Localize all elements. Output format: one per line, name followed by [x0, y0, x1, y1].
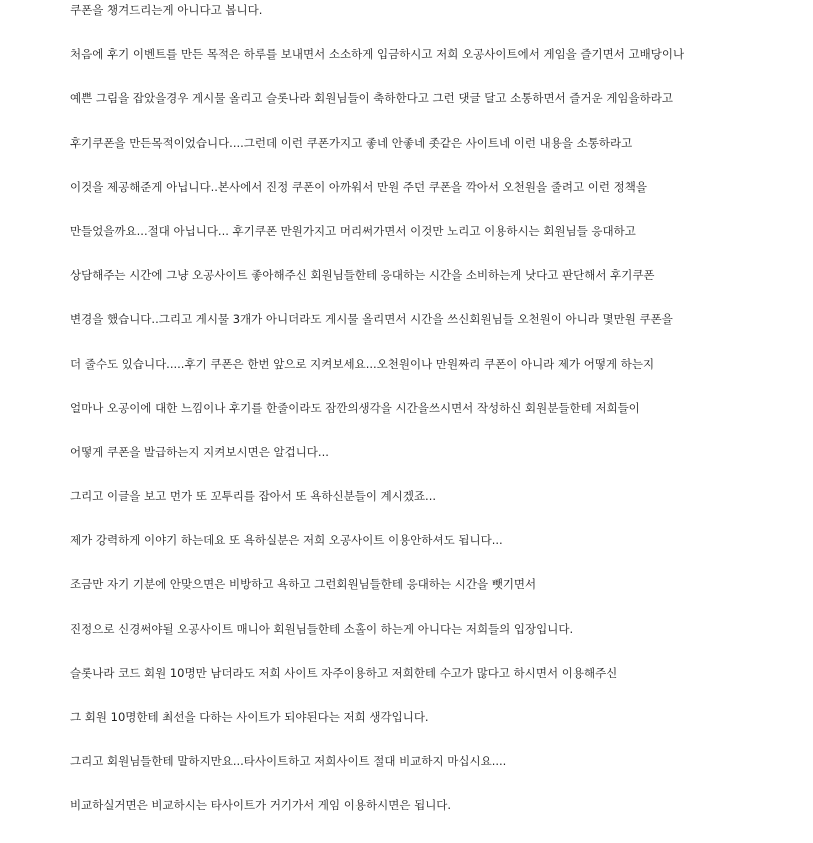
post-line-6: 만들었을까요...절대 아닙니다... 후기쿠폰 만원가지고 머리써가면서 이것만 노리고 이용하시는 회원님들 응대하고 [70, 223, 636, 238]
post-line-18: 그리고 회원님들한테 말하지만요...타사이트하고 저희사이트 절대 비교하지 마십시요.... [70, 754, 507, 769]
post-line-13: 제가 강력하게 이야기 하는데요 또 욕하실분은 저희 오공사이트 이용안하셔도 됩니다... [70, 533, 503, 548]
post-line-3: 예쁜 그림을 잡았을경우 게시물 올리고 슬롯나라 회원님들이 축하한다고 그런 댓글 달고 소통하면서 즐거운 게임을하라고 [70, 91, 673, 106]
post-line-12: 그리고 이글을 보고 먼가 또 꼬투리를 잡아서 또 욕하신분들이 계시겠죠... [70, 489, 437, 504]
post-line-19: 비교하실거면은 비교하시는 타사이트가 거기가서 게임 이용하시면은 됩니다. [70, 798, 452, 813]
post-line-15: 진정으로 신경써야될 오공사이트 매니아 회원님들한테 소홀이 하는게 아니다는 저희들의 입장입니다. [70, 621, 574, 636]
post-line-8: 변경을 했습니다..그리고 게시물 3개가 아니더라도 게시물 올리면서 시간을 쓰신회원님들 오천원이 아니라 몇만원 쿠폰을 [70, 312, 673, 327]
post-line-11: 어떻게 쿠폰을 발급하는지 지켜보시면은 알겁니다... [70, 444, 329, 459]
post-line-9: 더 줄수도 있습니다.....후기 쿠폰은 한번 앞으로 지켜보세요...오천원이나 만원짜리 쿠폰이 아니라 제가 어떻게 하는지 [70, 356, 655, 371]
post-line-1: 쿠폰을 챙겨드리는게 아니다고 봅니다. [70, 3, 263, 17]
post-body [70, 3, 810, 843]
post-line-16: 슬롯나라 코드 회원 10명만 남더라도 저희 사이트 자주이용하고 저희한테 수고가 많다고 하시면서 이용해주신 [70, 665, 618, 680]
post-line-5: 이것을 제공해준게 아닙니다..본사에서 진정 쿠폰이 아까워서 만원 주던 쿠폰을 깍아서 오천원을 줄려고 이런 정책을 [70, 179, 647, 194]
post-line-7: 상담해주는 시간에 그냥 오공사이트 좋아해주신 회원님들한테 응대하는 시간을 소비하는게 낫다고 판단해서 후기쿠폰 [70, 268, 655, 283]
post-line-2: 처음에 후기 이벤트를 만든 목적은 하루를 보내면서 소소하게 입금하시고 저희 오공사이트에서 게임을 즐기면서 고배당이나 [70, 47, 685, 62]
post-line-14: 조금만 자기 기분에 안맞으면은 비방하고 욕하고 그런회원님들한테 응대하는 시간을 뺏기면서 [70, 577, 537, 592]
post-line-17: 그 회원 10명한테 최선을 다하는 사이트가 되야된다는 저희 생각입니다. [70, 710, 429, 724]
post-line-10: 얼마나 오공이에 대한 느낌이나 후기를 한줄이라도 잠깐의생각을 시간을쓰시면서 작성하신 회원분들한테 저희들이 [70, 400, 640, 415]
post-line-4: 후기쿠폰을 만든목적이었습니다....그런데 이런 쿠폰가지고 좋네 안좋네 좃같은 사이트네 이런 내용을 소통하라고 [70, 135, 633, 150]
